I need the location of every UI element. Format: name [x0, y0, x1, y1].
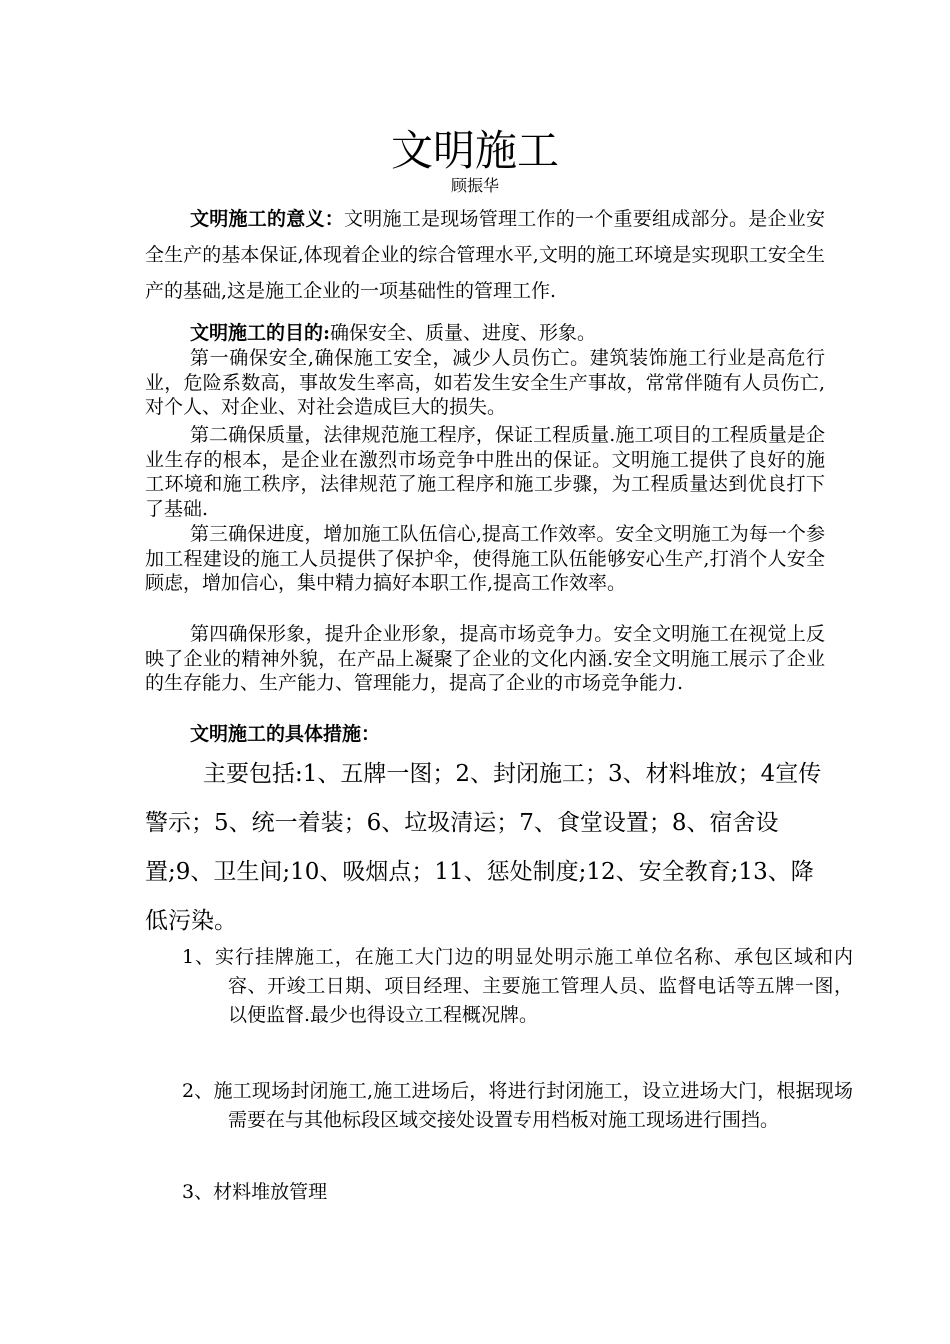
safety-paragraph: 第一确保安全,确保施工安全，减少人员伤亡。建筑装饰施工行业是高危行业，危险系数高，事故发生率高，如若发生安全生产事故，常常伴随有人员伤亡,对个人、对企业、对社会造成巨大的损失。: [145, 347, 825, 418]
significance-text: 文明施工是现场管理工作的一个重要组成部分。是企业安全生产的基本保证,体现着企业的综合管理水平,文明的施工环境是实现职工安全生产的基础,这是施工企业的一项基础性的管理工作.: [145, 208, 825, 302]
measure-item-2: 2、施工现场封闭施工,施工进场后，将进行封闭施工，设立进场大门，根据现场需要在与其他标段区域交接处设置专用档板对施工现场进行围挡。: [182, 1080, 853, 1131]
doc-author: 顾振华: [450, 176, 499, 195]
measures-heading: 文明施工的具体措施：: [190, 723, 381, 745]
measure-item-1: 1、实行挂牌施工，在施工大门边的明显处明示施工单位名称、承包区域和内容、开竣工日期、项目经理、主要施工管理人员、监督电话等五牌一图，以便监督.最少也得设立工程概况牌。: [182, 946, 853, 1026]
purpose-label: 文明施工的目的:: [190, 322, 331, 344]
quality-paragraph: 第二确保质量，法律规范施工程序，保证工程质量.施工项目的工程质量是企业生存的根本，是企业在激烈市场竞争中胜出的保证。文明施工提供了良好的施工环境和施工秩序，法律规范了施工程序和施工步骤，为工程质量达到优良打下了基础.: [145, 424, 825, 520]
purpose-text: 确保安全、质量、进度、形象。: [330, 322, 597, 344]
measure-item-3: 3、材料堆放管理: [182, 1181, 328, 1203]
doc-title: 文明施工: [390, 126, 559, 175]
progress-paragraph: 第三确保进度，增加施工队伍信心,提高工作效率。安全文明施工为每一个参加工程建设的施工人员提供了保护伞，使得施工队伍能够安心生产,打消个人安全顾虑，增加信心，集中精力搞好本职工作,提高工作效率。: [145, 523, 825, 594]
significance-label: 文明施工的意义：: [190, 208, 344, 230]
image-paragraph: 第四确保形象，提升企业形象，提高市场竞争力。安全文明施工在视觉上反映了企业的精神外貌，在产品上凝聚了企业的文化内涵.安全文明施工展示了企业的生存能力、生产能力、管理能力，提高了企业的市场竞争能力.: [145, 623, 825, 694]
purpose-paragraph: [145, 321, 825, 346]
measures-list: 主要包括:1、五牌一图；2、封闭施工；3、材料堆放；4宣传警示；5、统一着装；6、垃圾清运；7、食堂设置；8、宿舍设置;9、卫生间;10、吸烟点；11、惩处制度;12、安全教育;13、降低污染。: [145, 761, 822, 934]
significance-paragraph: [145, 201, 825, 309]
